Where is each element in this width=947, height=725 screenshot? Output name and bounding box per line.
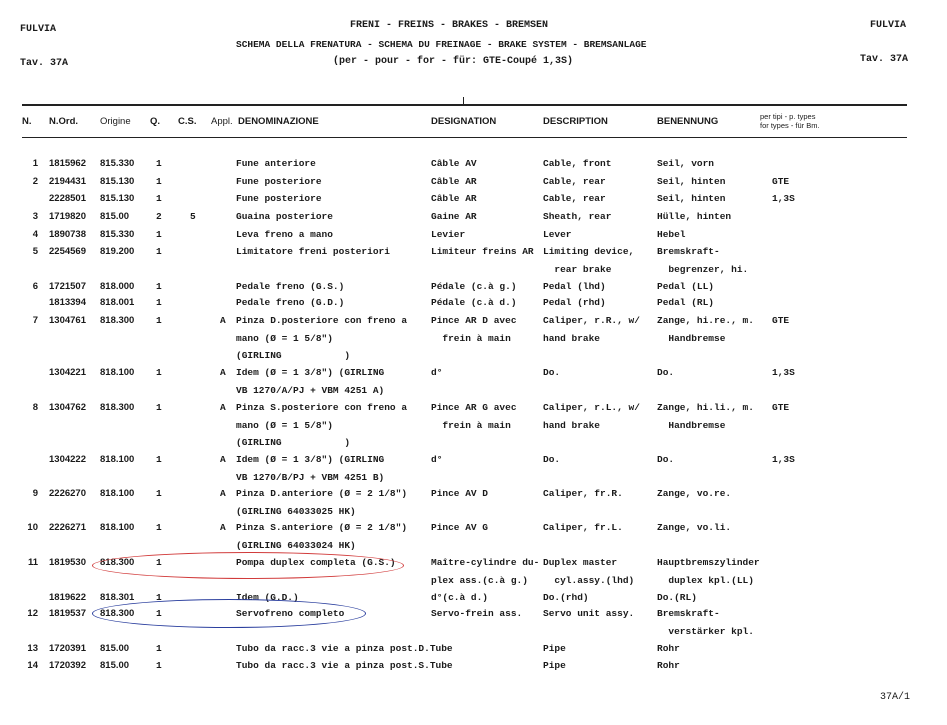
cell-desc: Caliper, r.L., w/ bbox=[543, 402, 640, 413]
cell-den: Pinza S.anteriore (Ø = 2 1/8") bbox=[236, 522, 408, 533]
cell-n: 12 bbox=[27, 608, 38, 619]
cell-den: Limitatore freni posteriori bbox=[236, 246, 390, 257]
cell-q: 1 bbox=[156, 522, 162, 533]
header-top-rule bbox=[22, 104, 907, 106]
cell-q: 1 bbox=[156, 246, 162, 257]
cell-orig: 818.300 bbox=[100, 315, 135, 326]
cell-nord: 1890738 bbox=[49, 229, 86, 240]
cell-desc: Lever bbox=[543, 229, 572, 240]
cell-den: Fune posteriore bbox=[236, 176, 322, 187]
col-header-cs: C.S. bbox=[178, 116, 197, 127]
cell-types: GTE bbox=[772, 176, 790, 187]
cell-q: 1 bbox=[156, 176, 162, 187]
cell-cs: 5 bbox=[190, 211, 196, 222]
cell-n: 7 bbox=[32, 315, 38, 326]
cell-orig: 818.100 bbox=[100, 367, 135, 378]
cell-ben: Bremskraft- bbox=[657, 608, 720, 619]
cell-des: Câble AR bbox=[431, 193, 477, 204]
cell-ben: Hülle, hinten bbox=[657, 211, 732, 222]
cell-nord: 2226270 bbox=[49, 488, 86, 499]
cell-nord: 2228501 bbox=[49, 193, 86, 204]
cell-orig: 819.200 bbox=[100, 246, 135, 257]
cell-nord: 1304761 bbox=[49, 315, 86, 326]
cell-den: Fune posteriore bbox=[236, 193, 322, 204]
cell-desc: Caliper, r.R., w/ bbox=[543, 315, 640, 326]
cell-den: VB 1270/B/PJ + VBM 4251 B) bbox=[236, 471, 385, 483]
cell-orig: 818.100 bbox=[100, 488, 135, 499]
cell-nord: 1819622 bbox=[49, 592, 86, 603]
cell-orig: 818.001 bbox=[100, 297, 135, 308]
cell-des: Pince AV D bbox=[431, 488, 489, 499]
cell-ben: Zange, vo.li. bbox=[657, 522, 732, 533]
cell-orig: 815.00 bbox=[100, 211, 130, 222]
col-header-q: Q. bbox=[150, 116, 161, 127]
cell-nord: 1815962 bbox=[49, 158, 86, 169]
col-header-description: DESCRIPTION bbox=[543, 116, 608, 127]
cell-den: (GIRLING 64033024 HK) bbox=[236, 539, 356, 551]
cell-desc: hand brake bbox=[543, 332, 601, 344]
cell-ben: verstärker kpl. bbox=[657, 625, 754, 637]
cell-orig: 818.300 bbox=[100, 608, 135, 619]
cell-desc: Cable, rear bbox=[543, 176, 606, 187]
cell-n: 14 bbox=[27, 660, 38, 671]
cell-ben: Seil, vorn bbox=[657, 158, 715, 169]
cell-appl: A bbox=[220, 367, 226, 378]
cell-n: 9 bbox=[32, 488, 38, 499]
cell-nord: 1720391 bbox=[49, 643, 86, 654]
cell-q: 1 bbox=[156, 557, 162, 568]
cell-nord: 1720392 bbox=[49, 660, 86, 671]
cell-nord: 2254569 bbox=[49, 246, 86, 257]
cell-desc: hand brake bbox=[543, 419, 601, 431]
cell-orig: 815.330 bbox=[100, 229, 135, 240]
cell-den: mano (Ø = 1 5/8") bbox=[236, 419, 333, 431]
cell-des: d°(c.à d.) bbox=[431, 592, 489, 603]
cell-n: 8 bbox=[32, 402, 38, 413]
cell-nord: 1813394 bbox=[49, 297, 86, 308]
cell-ben: Handbremse bbox=[657, 332, 726, 344]
cell-orig: 815.00 bbox=[100, 660, 130, 671]
cell-des: Pince AR G avec bbox=[431, 402, 517, 413]
cell-orig: 818.100 bbox=[100, 522, 135, 533]
cell-desc: rear brake bbox=[543, 263, 612, 275]
cell-den: Fune anteriore bbox=[236, 158, 316, 169]
cell-den: (GIRLING 64033025 HK) bbox=[236, 505, 356, 517]
cell-nord: 1304762 bbox=[49, 402, 86, 413]
cell-desc: Do. bbox=[543, 367, 561, 378]
cell-ben: Zange, hi.re., m. bbox=[657, 315, 754, 326]
cell-den: Pinza D.anteriore (Ø = 2 1/8") bbox=[236, 488, 408, 499]
cell-desc: cyl.assy.(lhd) bbox=[543, 574, 635, 586]
cell-orig: 818.100 bbox=[100, 454, 135, 465]
col-header-origine: Origine bbox=[100, 116, 131, 127]
cell-q: 1 bbox=[156, 660, 162, 671]
cell-des: Pince AV G bbox=[431, 522, 489, 533]
cell-q: 1 bbox=[156, 488, 162, 499]
col-header-types-1: per tipi - p. types bbox=[760, 112, 816, 121]
cell-ben: Pedal (LL) bbox=[657, 281, 715, 292]
cell-n: 4 bbox=[32, 229, 38, 240]
cell-q: 2 bbox=[156, 211, 162, 222]
cell-des: Pince AR D avec bbox=[431, 315, 517, 326]
title-line-1: FRENI - FREINS - BRAKES - BREMSEN bbox=[350, 20, 549, 31]
cell-orig: 815.330 bbox=[100, 158, 135, 169]
cell-des: Maître-cylindre du- bbox=[431, 557, 540, 568]
plate-left: Tav. 37A bbox=[20, 58, 69, 69]
cell-nord: 1819537 bbox=[49, 608, 86, 619]
cell-desc: Servo unit assy. bbox=[543, 608, 635, 619]
cell-q: 1 bbox=[156, 193, 162, 204]
cell-nord: 1819530 bbox=[49, 557, 86, 568]
cell-den: (GIRLING ) bbox=[236, 437, 351, 448]
cell-den: Idem (Ø = 1 3/8") (GIRLING bbox=[236, 367, 385, 378]
cell-desc: Limiting device, bbox=[543, 246, 635, 257]
cell-den: VB 1270/A/PJ + VBM 4251 A) bbox=[236, 384, 385, 396]
cell-ben: Do. bbox=[657, 367, 675, 378]
cell-desc: Cable, rear bbox=[543, 193, 606, 204]
cell-q: 1 bbox=[156, 281, 162, 292]
cell-desc: Pedal (rhd) bbox=[543, 297, 606, 308]
cell-des: Pédale (c.à d.) bbox=[431, 297, 517, 308]
cell-n: 11 bbox=[27, 557, 38, 568]
cell-ben: Rohr bbox=[657, 643, 680, 654]
cell-des: Câble AV bbox=[431, 158, 477, 169]
col-header-denominazione: DENOMINAZIONE bbox=[238, 116, 319, 127]
cell-nord: 1719820 bbox=[49, 211, 86, 222]
cell-den: Tubo da racc.3 vie a pinza post.S.Tube bbox=[236, 660, 453, 671]
cell-nord: 1304222 bbox=[49, 454, 86, 465]
cell-ben: duplex kpl.(LL) bbox=[657, 574, 754, 586]
cell-ben: Seil, hinten bbox=[657, 193, 726, 204]
cell-n: 2 bbox=[32, 176, 38, 187]
col-header-designation: DESIGNATION bbox=[431, 116, 497, 127]
cell-desc: Pedal (lhd) bbox=[543, 281, 606, 292]
cell-den: Tubo da racc.3 vie a pinza post.D.Tube bbox=[236, 643, 453, 654]
cell-desc: Do.(rhd) bbox=[543, 592, 589, 603]
cell-orig: 815.130 bbox=[100, 176, 135, 187]
cell-des: frein à main bbox=[431, 332, 511, 344]
cell-den: Pinza S.posteriore con freno a bbox=[236, 402, 408, 413]
cell-desc: Cable, front bbox=[543, 158, 612, 169]
cell-ben: Bremskraft- bbox=[657, 246, 720, 257]
cell-den: Leva freno a mano bbox=[236, 229, 333, 240]
cell-des: Gaine AR bbox=[431, 211, 477, 222]
cell-n: 10 bbox=[27, 522, 38, 533]
cell-types: 1,3S bbox=[772, 454, 795, 465]
cell-q: 1 bbox=[156, 229, 162, 240]
cell-q: 1 bbox=[156, 297, 162, 308]
cell-des: Servo-frein ass. bbox=[431, 608, 523, 619]
cell-des: plex ass.(c.à g.) bbox=[431, 574, 528, 586]
title-line-2: SCHEMA DELLA FRENATURA - SCHEMA DU FREINAGE - BRAKE SYSTEM - BREMSANLAGE bbox=[236, 39, 647, 50]
brand-left: FULVIA bbox=[20, 24, 57, 35]
cell-ben: Hebel bbox=[657, 229, 686, 240]
cell-ben: Hauptbremszylinder bbox=[657, 557, 760, 568]
cell-n: 5 bbox=[32, 246, 38, 257]
cell-des: Pédale (c.à g.) bbox=[431, 281, 517, 292]
cell-des: Limiteur freins AR bbox=[431, 246, 534, 257]
blue-circle-annotation bbox=[92, 599, 366, 628]
plate-right: Tav. 37A bbox=[860, 54, 909, 65]
cell-ben: Zange, hi.li., m. bbox=[657, 402, 754, 413]
cell-nord: 1721507 bbox=[49, 281, 86, 292]
tick-mark bbox=[463, 97, 464, 104]
page-ref: 37A/1 bbox=[880, 692, 911, 703]
cell-des: d° bbox=[431, 367, 443, 378]
cell-des: Câble AR bbox=[431, 176, 477, 187]
cell-n: 1 bbox=[32, 158, 38, 169]
cell-types: GTE bbox=[772, 402, 790, 413]
cell-orig: 818.301 bbox=[100, 592, 135, 603]
cell-q: 1 bbox=[156, 315, 162, 326]
cell-orig: 818.300 bbox=[100, 557, 135, 568]
col-header-appl: Appl. bbox=[211, 116, 233, 127]
col-header-n: N. bbox=[22, 116, 32, 127]
cell-n: 3 bbox=[32, 211, 38, 222]
col-header-types-2: for types - für Bm. bbox=[760, 121, 820, 130]
title-line-3: (per - pour - for - für: GTE-Coupé 1,3S) bbox=[333, 56, 574, 67]
brand-right: FULVIA bbox=[870, 20, 907, 31]
cell-types: GTE bbox=[772, 315, 790, 326]
cell-des: Levier bbox=[431, 229, 466, 240]
col-header-benennung: BENENNUNG bbox=[657, 116, 719, 127]
cell-den: (GIRLING ) bbox=[236, 350, 351, 361]
cell-nord: 2226271 bbox=[49, 522, 86, 533]
cell-orig: 818.000 bbox=[100, 281, 135, 292]
cell-nord: 2194431 bbox=[49, 176, 86, 187]
cell-ben: Do.(RL) bbox=[657, 592, 697, 603]
cell-des: d° bbox=[431, 454, 443, 465]
cell-desc: Caliper, fr.L. bbox=[543, 522, 623, 533]
cell-appl: A bbox=[220, 315, 226, 326]
cell-appl: A bbox=[220, 488, 226, 499]
cell-ben: Pedal (RL) bbox=[657, 297, 715, 308]
cell-ben: Zange, vo.re. bbox=[657, 488, 732, 499]
cell-q: 1 bbox=[156, 643, 162, 654]
cell-den: Idem (G.D.) bbox=[236, 592, 299, 603]
cell-den: Pompa duplex completa (G.S.) bbox=[236, 557, 396, 568]
cell-q: 1 bbox=[156, 402, 162, 413]
cell-desc: Duplex master bbox=[543, 557, 618, 568]
cell-appl: A bbox=[220, 402, 226, 413]
cell-nord: 1304221 bbox=[49, 367, 86, 378]
red-circle-annotation bbox=[92, 552, 404, 579]
cell-types: 1,3S bbox=[772, 193, 795, 204]
cell-ben: Rohr bbox=[657, 660, 680, 671]
cell-n: 13 bbox=[27, 643, 38, 654]
cell-q: 1 bbox=[156, 454, 162, 465]
cell-den: Pedale freno (G.D.) bbox=[236, 297, 345, 308]
cell-ben: Handbremse bbox=[657, 419, 726, 431]
cell-des: frein à main bbox=[431, 419, 511, 431]
cell-orig: 815.00 bbox=[100, 643, 130, 654]
cell-q: 1 bbox=[156, 592, 162, 603]
col-header-nord: N.Ord. bbox=[49, 116, 79, 127]
cell-q: 1 bbox=[156, 158, 162, 169]
cell-orig: 818.300 bbox=[100, 402, 135, 413]
cell-appl: A bbox=[220, 454, 226, 465]
cell-desc: Caliper, fr.R. bbox=[543, 488, 623, 499]
cell-desc: Sheath, rear bbox=[543, 211, 612, 222]
cell-den: Pedale freno (G.S.) bbox=[236, 281, 345, 292]
cell-ben: begrenzer, hi. bbox=[657, 263, 749, 275]
cell-q: 1 bbox=[156, 367, 162, 378]
cell-n: 6 bbox=[32, 281, 38, 292]
header-bottom-rule bbox=[22, 137, 907, 138]
cell-types: 1,3S bbox=[772, 367, 795, 378]
cell-ben: Seil, hinten bbox=[657, 176, 726, 187]
cell-appl: A bbox=[220, 522, 226, 533]
cell-ben: Do. bbox=[657, 454, 675, 465]
cell-den: mano (Ø = 1 5/8") bbox=[236, 332, 333, 344]
cell-den: Servofreno completo bbox=[236, 608, 345, 619]
cell-den: Guaina posteriore bbox=[236, 211, 333, 222]
cell-den: Pinza D.posteriore con freno a bbox=[236, 315, 408, 326]
cell-q: 1 bbox=[156, 608, 162, 619]
cell-desc: Pipe bbox=[543, 660, 566, 671]
cell-den: Idem (Ø = 1 3/8") (GIRLING bbox=[236, 454, 385, 465]
cell-orig: 815.130 bbox=[100, 193, 135, 204]
cell-desc: Do. bbox=[543, 454, 561, 465]
cell-desc: Pipe bbox=[543, 643, 566, 654]
